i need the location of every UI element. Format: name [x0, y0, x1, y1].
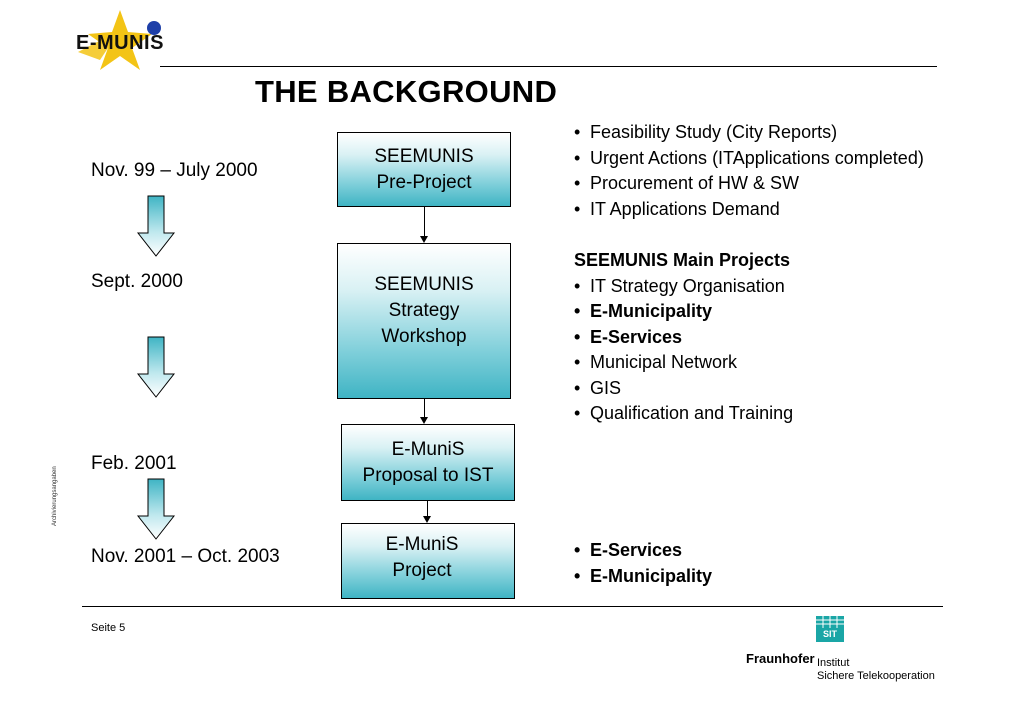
- box-seemunis-pre-project: [337, 132, 511, 207]
- bullet: •: [574, 301, 581, 321]
- box-line: SEEMUNIS: [374, 274, 474, 295]
- down-arrow-icon: [136, 336, 176, 398]
- bullet: •: [574, 173, 581, 193]
- e-munis-logo: [70, 10, 170, 70]
- bullet: •: [574, 565, 581, 586]
- box-line: SEEMUNIS: [374, 145, 474, 167]
- list-item: • IT Applications Demand: [574, 197, 924, 223]
- list-item: • Procurement of HW & SW: [574, 171, 924, 197]
- main-projects-list: [574, 248, 793, 427]
- down-arrow-icon: [136, 195, 176, 257]
- list-item: • E-Municipality: [574, 299, 793, 325]
- list-item: • Feasibility Study (City Reports): [574, 120, 924, 146]
- list-item: • E-Services: [574, 325, 793, 351]
- timeline-date-2: Sept. 2000: [91, 271, 183, 292]
- list-item: • GIS: [574, 376, 793, 402]
- fraunhofer-name: Fraunhofer: [746, 651, 815, 666]
- box-emunis-proposal: [341, 424, 515, 501]
- bullet: •: [574, 198, 581, 219]
- bullet: •: [574, 326, 581, 347]
- box-line: Proposal to IST: [362, 464, 494, 486]
- connector-line: [427, 500, 428, 516]
- list-item: • Municipal Network: [574, 350, 793, 376]
- project-list: [574, 538, 712, 589]
- pre-project-list: [574, 120, 924, 222]
- box-line: Strategy: [388, 300, 460, 321]
- box-seemunis-strategy-workshop: [337, 243, 511, 399]
- list-item: • E-Municipality: [574, 564, 712, 590]
- institute-line-1: Institut: [817, 657, 850, 669]
- bullet: •: [574, 122, 581, 142]
- connector-arrowhead: [423, 516, 431, 523]
- list-item: • Qualification and Training: [574, 401, 793, 427]
- list-item: • IT Strategy Organisation: [574, 274, 793, 300]
- page-title: THE BACKGROUND: [255, 74, 558, 109]
- bullet: •: [574, 147, 581, 168]
- logo-text: E-MUNIS: [76, 32, 164, 54]
- box-line: Workshop: [381, 326, 467, 347]
- page-number: Seite 5: [91, 622, 126, 634]
- footer-divider: [82, 606, 943, 607]
- box-line: Pre-Project: [376, 171, 472, 193]
- box-line: Project: [392, 560, 452, 581]
- bullet: •: [574, 352, 581, 372]
- list-item: • E-Services: [574, 538, 712, 564]
- bullet: •: [574, 275, 581, 296]
- sit-badge: [816, 616, 844, 642]
- box-emunis-project: [341, 523, 515, 599]
- main-projects-heading: SEEMUNIS Main Projects: [574, 250, 791, 270]
- connector-line: [424, 398, 425, 417]
- institute-line-2: Sichere Telekooperation: [817, 670, 935, 682]
- connector-line: [424, 206, 425, 236]
- connector-arrowhead: [420, 417, 428, 424]
- box-line: E-MuniS: [391, 438, 465, 460]
- side-archive-label: Archivierungsangaben: [52, 466, 58, 526]
- connector-arrowhead: [420, 236, 428, 243]
- header-divider: [160, 66, 937, 67]
- bullet: •: [574, 377, 581, 398]
- timeline-date-3: Feb. 2001: [91, 453, 177, 474]
- bullet: •: [574, 540, 581, 560]
- sit-badge-text: SIT: [822, 629, 837, 639]
- bullet: •: [574, 403, 581, 423]
- list-item: • Urgent Actions (ITApplications completed): [574, 146, 924, 172]
- down-arrow-icon: [136, 478, 176, 540]
- timeline-date-1: Nov. 99 – July 2000: [91, 160, 258, 181]
- box-line: E-MuniS: [385, 534, 459, 555]
- timeline-date-4: Nov. 2001 – Oct. 2003: [91, 546, 280, 567]
